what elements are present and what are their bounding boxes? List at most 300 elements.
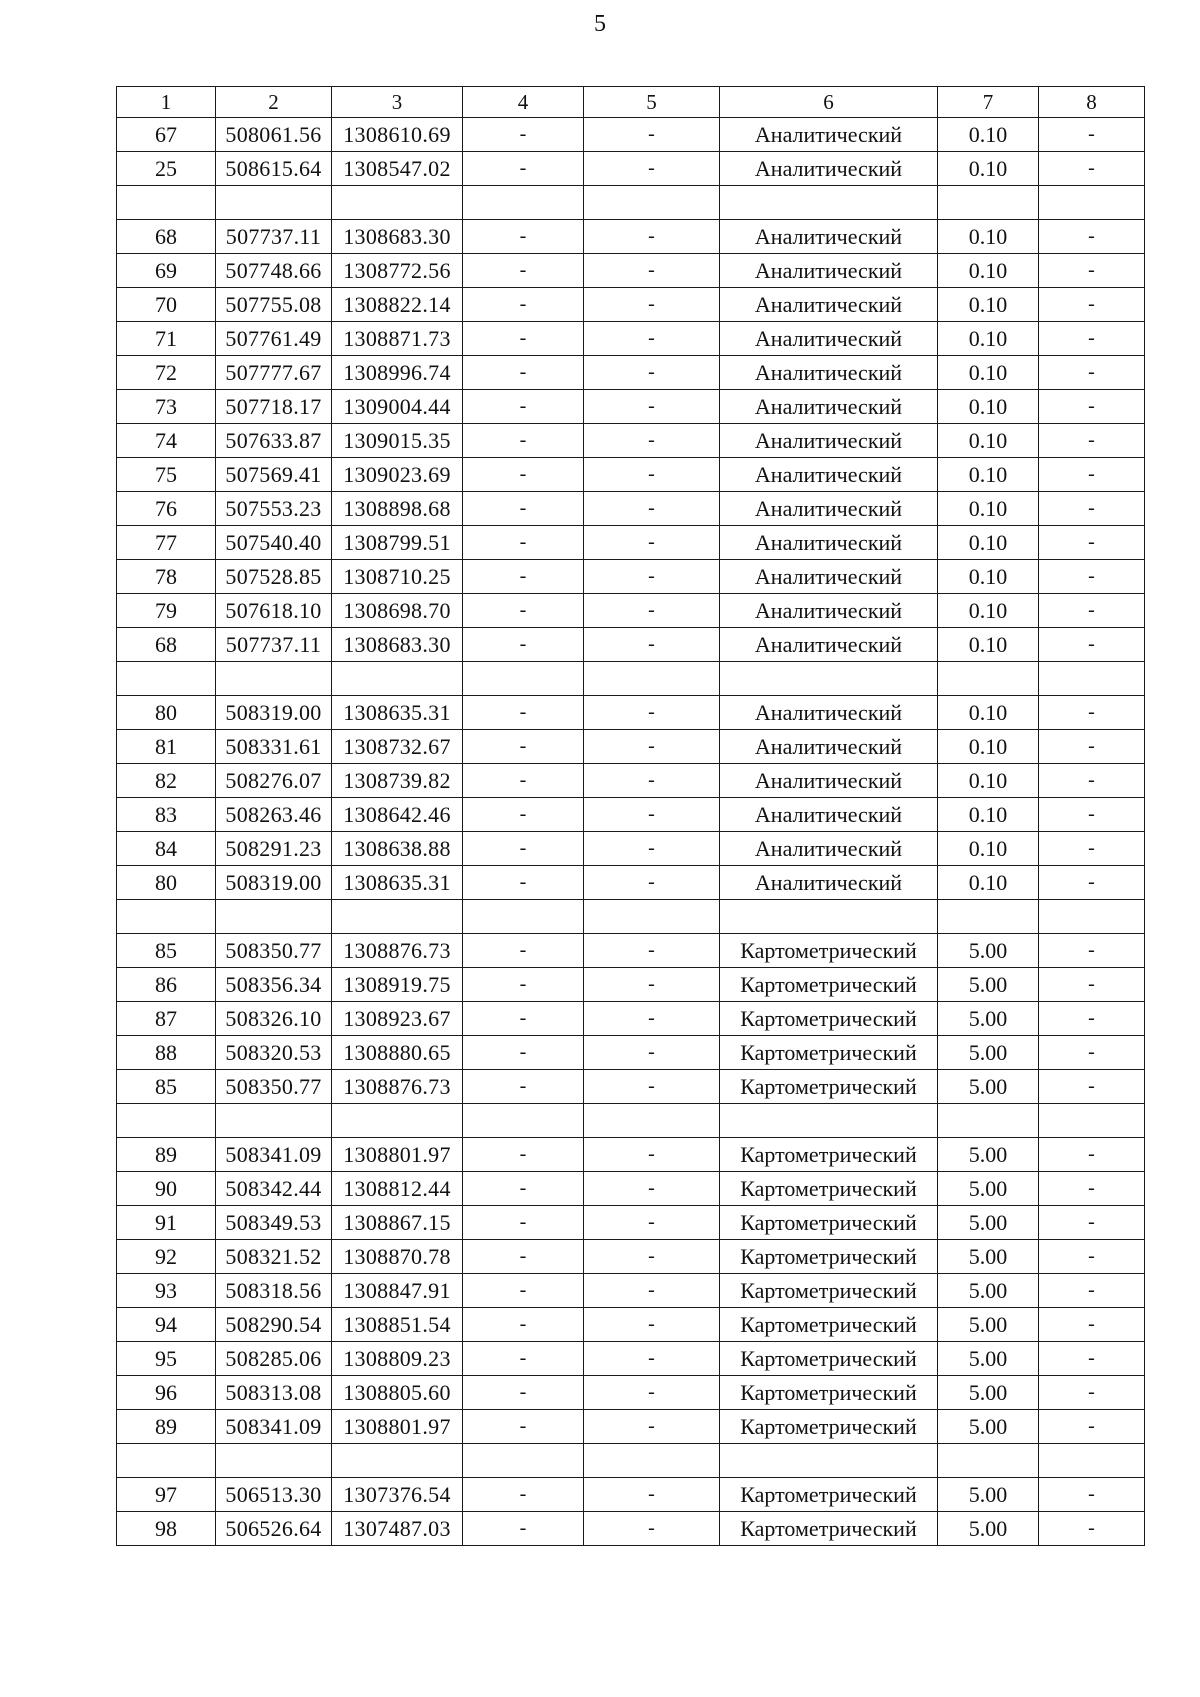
- cell-method: Картометрический: [720, 1138, 938, 1172]
- cell-col-4: -: [463, 1240, 584, 1274]
- cell-coord-y: 1309023.69: [332, 458, 463, 492]
- cell-col-5: -: [584, 866, 720, 900]
- cell-accuracy: 0.10: [938, 730, 1039, 764]
- cell-coord-x: 508356.34: [216, 968, 332, 1002]
- cell-method: Аналитический: [720, 730, 938, 764]
- cell-coord-x: 507569.41: [216, 458, 332, 492]
- cell-col-8: -: [1039, 1138, 1145, 1172]
- cell-coord-x: 507553.23: [216, 492, 332, 526]
- cell-method: Аналитический: [720, 152, 938, 186]
- cell-col-5: -: [584, 1138, 720, 1172]
- cell-col-4: -: [463, 1036, 584, 1070]
- cell-col-5: -: [584, 118, 720, 152]
- cell-coord-x: 508313.08: [216, 1376, 332, 1410]
- cell-col-5: -: [584, 934, 720, 968]
- cell-col-8: -: [1039, 1036, 1145, 1070]
- cell-point-number: 85: [117, 1070, 216, 1104]
- cell-col-8: -: [1039, 594, 1145, 628]
- cell-coord-y: 1308642.46: [332, 798, 463, 832]
- cell-coord-x: 507777.67: [216, 356, 332, 390]
- cell-coord-y: 1308638.88: [332, 832, 463, 866]
- cell-point-number: 83: [117, 798, 216, 832]
- cell-col-5: -: [584, 560, 720, 594]
- cell-coord-x: 507761.49: [216, 322, 332, 356]
- table-row: [117, 560, 1145, 594]
- header-col-8: 8: [1039, 87, 1145, 118]
- cell-coord-x: 508615.64: [216, 152, 332, 186]
- cell-col-4: -: [463, 424, 584, 458]
- cell-col-8: -: [1039, 1274, 1145, 1308]
- table-row: [117, 526, 1145, 560]
- cell-col-5: -: [584, 594, 720, 628]
- cell-coord-x: 508341.09: [216, 1138, 332, 1172]
- table-row: [117, 1036, 1145, 1070]
- cell-coord-y: 1308876.73: [332, 1070, 463, 1104]
- cell-point-number: [117, 1104, 216, 1138]
- cell-col-8: -: [1039, 628, 1145, 662]
- table-row: [117, 1070, 1145, 1104]
- cell-coord-x: 508291.23: [216, 832, 332, 866]
- table-row: [117, 1308, 1145, 1342]
- cell-method: Картометрический: [720, 1308, 938, 1342]
- cell-accuracy: 0.10: [938, 390, 1039, 424]
- cell-col-4: -: [463, 152, 584, 186]
- table-row: [117, 390, 1145, 424]
- cell-method: Аналитический: [720, 832, 938, 866]
- cell-col-8: [1039, 1444, 1145, 1478]
- cell-point-number: 25: [117, 152, 216, 186]
- cell-col-5: -: [584, 1002, 720, 1036]
- cell-col-5: -: [584, 832, 720, 866]
- table-header: [117, 87, 1145, 118]
- cell-col-8: -: [1039, 322, 1145, 356]
- cell-col-5: -: [584, 526, 720, 560]
- page-number: 5: [594, 11, 606, 37]
- cell-method: Картометрический: [720, 1410, 938, 1444]
- cell-coord-x: 508276.07: [216, 764, 332, 798]
- cell-col-4: -: [463, 968, 584, 1002]
- cell-col-5: -: [584, 730, 720, 764]
- cell-col-4: [463, 1104, 584, 1138]
- cell-col-5: -: [584, 696, 720, 730]
- cell-point-number: [117, 900, 216, 934]
- cell-point-number: 75: [117, 458, 216, 492]
- cell-method: Картометрический: [720, 1342, 938, 1376]
- header-coord-y: 3: [332, 87, 463, 118]
- cell-col-4: -: [463, 1410, 584, 1444]
- cell-accuracy: 5.00: [938, 1274, 1039, 1308]
- cell-point-number: 80: [117, 866, 216, 900]
- table-row: [117, 322, 1145, 356]
- cell-method: Картометрический: [720, 1240, 938, 1274]
- cell-col-4: [463, 1444, 584, 1478]
- cell-col-4: -: [463, 764, 584, 798]
- table-row: [117, 254, 1145, 288]
- cell-coord-x: 508319.00: [216, 866, 332, 900]
- cell-col-4: -: [463, 1512, 584, 1546]
- cell-accuracy: 0.10: [938, 288, 1039, 322]
- cell-col-8: -: [1039, 458, 1145, 492]
- cell-col-8: -: [1039, 1070, 1145, 1104]
- cell-coord-x: 508341.09: [216, 1410, 332, 1444]
- cell-col-5: -: [584, 390, 720, 424]
- cell-point-number: [117, 186, 216, 220]
- cell-point-number: 97: [117, 1478, 216, 1512]
- cell-col-5: -: [584, 356, 720, 390]
- cell-coord-x: 508326.10: [216, 1002, 332, 1036]
- cell-accuracy: 5.00: [938, 1308, 1039, 1342]
- cell-accuracy: 0.10: [938, 560, 1039, 594]
- cell-coord-x: 508320.53: [216, 1036, 332, 1070]
- cell-col-5: -: [584, 254, 720, 288]
- cell-col-8: -: [1039, 1172, 1145, 1206]
- cell-method: Картометрический: [720, 1206, 938, 1240]
- header-row: [117, 87, 1145, 118]
- cell-col-4: -: [463, 254, 584, 288]
- table-row: [117, 764, 1145, 798]
- cell-col-4: -: [463, 322, 584, 356]
- cell-coord-y: 1308812.44: [332, 1172, 463, 1206]
- cell-col-5: [584, 186, 720, 220]
- cell-col-8: -: [1039, 118, 1145, 152]
- cell-col-4: -: [463, 1308, 584, 1342]
- cell-coord-y: [332, 1444, 463, 1478]
- cell-accuracy: 5.00: [938, 1206, 1039, 1240]
- cell-col-4: -: [463, 594, 584, 628]
- cell-coord-x: 507737.11: [216, 628, 332, 662]
- cell-accuracy: 0.10: [938, 322, 1039, 356]
- cell-method: Аналитический: [720, 458, 938, 492]
- cell-method: Аналитический: [720, 322, 938, 356]
- cell-col-4: -: [463, 390, 584, 424]
- cell-coord-y: 1308898.68: [332, 492, 463, 526]
- cell-col-8: -: [1039, 390, 1145, 424]
- cell-col-5: -: [584, 288, 720, 322]
- cell-point-number: 85: [117, 934, 216, 968]
- cell-coord-x: 508350.77: [216, 934, 332, 968]
- cell-point-number: 81: [117, 730, 216, 764]
- cell-col-5: -: [584, 628, 720, 662]
- table-row: [117, 1138, 1145, 1172]
- cell-method: Аналитический: [720, 764, 938, 798]
- cell-col-8: -: [1039, 492, 1145, 526]
- table-row: [117, 1410, 1145, 1444]
- cell-col-4: -: [463, 1478, 584, 1512]
- cell-point-number: 78: [117, 560, 216, 594]
- cell-col-8: -: [1039, 730, 1145, 764]
- cell-col-4: -: [463, 798, 584, 832]
- cell-col-5: -: [584, 492, 720, 526]
- header-col-5: 5: [584, 87, 720, 118]
- cell-col-5: -: [584, 1274, 720, 1308]
- cell-method: Картометрический: [720, 1376, 938, 1410]
- cell-coord-x: 507633.87: [216, 424, 332, 458]
- cell-col-5: -: [584, 968, 720, 1002]
- cell-coord-y: 1308772.56: [332, 254, 463, 288]
- cell-point-number: 68: [117, 628, 216, 662]
- cell-col-5: -: [584, 1308, 720, 1342]
- cell-point-number: 68: [117, 220, 216, 254]
- cell-col-5: -: [584, 1172, 720, 1206]
- cell-point-number: 82: [117, 764, 216, 798]
- cell-method: Картометрический: [720, 934, 938, 968]
- cell-coord-y: 1308683.30: [332, 628, 463, 662]
- cell-col-5: -: [584, 1342, 720, 1376]
- cell-point-number: 94: [117, 1308, 216, 1342]
- table-row: [117, 968, 1145, 1002]
- cell-coord-y: 1308919.75: [332, 968, 463, 1002]
- cell-accuracy: 5.00: [938, 1070, 1039, 1104]
- cell-col-4: -: [463, 628, 584, 662]
- cell-accuracy: 0.10: [938, 356, 1039, 390]
- cell-col-8: -: [1039, 254, 1145, 288]
- cell-col-4: -: [463, 730, 584, 764]
- cell-method: Аналитический: [720, 118, 938, 152]
- cell-coord-y: [332, 662, 463, 696]
- cell-coord-y: 1308923.67: [332, 1002, 463, 1036]
- cell-col-5: -: [584, 1410, 720, 1444]
- cell-col-5: -: [584, 1036, 720, 1070]
- table-row: [117, 628, 1145, 662]
- cell-method: Картометрический: [720, 1478, 938, 1512]
- cell-accuracy: 5.00: [938, 934, 1039, 968]
- cell-col-8: -: [1039, 934, 1145, 968]
- cell-accuracy: 0.10: [938, 254, 1039, 288]
- cell-col-8: -: [1039, 152, 1145, 186]
- cell-coord-y: 1308809.23: [332, 1342, 463, 1376]
- cell-coord-x: 506513.30: [216, 1478, 332, 1512]
- cell-coord-x: 508318.56: [216, 1274, 332, 1308]
- cell-accuracy: [938, 186, 1039, 220]
- cell-col-5: -: [584, 798, 720, 832]
- cell-col-4: -: [463, 1172, 584, 1206]
- cell-accuracy: 5.00: [938, 1036, 1039, 1070]
- cell-point-number: [117, 1444, 216, 1478]
- cell-col-8: -: [1039, 560, 1145, 594]
- table-row: [117, 1376, 1145, 1410]
- cell-col-4: -: [463, 934, 584, 968]
- cell-coord-x: 507718.17: [216, 390, 332, 424]
- separator-row: [117, 1444, 1145, 1478]
- cell-col-4: -: [463, 458, 584, 492]
- cell-coord-y: 1308996.74: [332, 356, 463, 390]
- table-row: [117, 594, 1145, 628]
- cell-col-5: -: [584, 458, 720, 492]
- cell-point-number: 86: [117, 968, 216, 1002]
- cell-coord-x: 508285.06: [216, 1342, 332, 1376]
- cell-point-number: 69: [117, 254, 216, 288]
- cell-method: Аналитический: [720, 866, 938, 900]
- cell-coord-x: 508263.46: [216, 798, 332, 832]
- table-row: [117, 1172, 1145, 1206]
- cell-coord-y: 1308822.14: [332, 288, 463, 322]
- table-row: [117, 356, 1145, 390]
- cell-coord-y: 1308732.67: [332, 730, 463, 764]
- cell-accuracy: [938, 662, 1039, 696]
- cell-method: Картометрический: [720, 1172, 938, 1206]
- cell-col-4: -: [463, 1274, 584, 1308]
- cell-coord-x: 508321.52: [216, 1240, 332, 1274]
- cell-accuracy: 0.10: [938, 628, 1039, 662]
- cell-method: Аналитический: [720, 696, 938, 730]
- cell-method: Аналитический: [720, 560, 938, 594]
- table-row: [117, 1240, 1145, 1274]
- cell-col-5: -: [584, 220, 720, 254]
- cell-method: Аналитический: [720, 254, 938, 288]
- coordinates-table: [116, 86, 1145, 1546]
- cell-coord-y: 1308880.65: [332, 1036, 463, 1070]
- table-row: [117, 458, 1145, 492]
- cell-col-4: -: [463, 118, 584, 152]
- cell-col-5: -: [584, 424, 720, 458]
- table-row: [117, 152, 1145, 186]
- cell-point-number: 98: [117, 1512, 216, 1546]
- cell-point-number: 89: [117, 1138, 216, 1172]
- cell-coord-y: [332, 900, 463, 934]
- table-row: [117, 832, 1145, 866]
- cell-point-number: 77: [117, 526, 216, 560]
- cell-point-number: 93: [117, 1274, 216, 1308]
- cell-accuracy: 0.10: [938, 424, 1039, 458]
- cell-accuracy: 5.00: [938, 1376, 1039, 1410]
- cell-point-number: 74: [117, 424, 216, 458]
- cell-method: Картометрический: [720, 1002, 938, 1036]
- cell-coord-y: 1308805.60: [332, 1376, 463, 1410]
- cell-point-number: 89: [117, 1410, 216, 1444]
- cell-accuracy: 0.10: [938, 152, 1039, 186]
- cell-method: Картометрический: [720, 1036, 938, 1070]
- cell-col-4: [463, 186, 584, 220]
- cell-coord-y: 1308698.70: [332, 594, 463, 628]
- cell-coord-x: 508349.53: [216, 1206, 332, 1240]
- cell-method: Картометрический: [720, 1274, 938, 1308]
- cell-col-8: -: [1039, 866, 1145, 900]
- cell-accuracy: 0.10: [938, 764, 1039, 798]
- header-method: 6: [720, 87, 938, 118]
- cell-col-4: -: [463, 1206, 584, 1240]
- cell-col-8: -: [1039, 424, 1145, 458]
- cell-coord-y: 1308610.69: [332, 118, 463, 152]
- cell-point-number: 84: [117, 832, 216, 866]
- cell-coord-y: 1308876.73: [332, 934, 463, 968]
- cell-coord-x: 507748.66: [216, 254, 332, 288]
- cell-accuracy: 5.00: [938, 1512, 1039, 1546]
- cell-col-4: -: [463, 866, 584, 900]
- cell-coord-x: 507528.85: [216, 560, 332, 594]
- cell-coord-y: 1308635.31: [332, 696, 463, 730]
- cell-accuracy: 0.10: [938, 526, 1039, 560]
- table-row: [117, 934, 1145, 968]
- header-accuracy: 7: [938, 87, 1039, 118]
- cell-method: Аналитический: [720, 526, 938, 560]
- table-row: [117, 866, 1145, 900]
- cell-coord-y: 1308867.15: [332, 1206, 463, 1240]
- cell-col-4: -: [463, 832, 584, 866]
- cell-col-5: [584, 900, 720, 934]
- cell-coord-y: 1308871.73: [332, 322, 463, 356]
- cell-col-8: -: [1039, 526, 1145, 560]
- cell-col-8: -: [1039, 832, 1145, 866]
- cell-coord-y: 1308635.31: [332, 866, 463, 900]
- cell-coord-y: [332, 1104, 463, 1138]
- cell-coord-x: 507540.40: [216, 526, 332, 560]
- cell-accuracy: 0.10: [938, 866, 1039, 900]
- cell-col-4: -: [463, 696, 584, 730]
- cell-col-8: -: [1039, 220, 1145, 254]
- cell-method: Аналитический: [720, 424, 938, 458]
- cell-coord-x: [216, 1444, 332, 1478]
- cell-accuracy: 0.10: [938, 220, 1039, 254]
- cell-accuracy: 0.10: [938, 696, 1039, 730]
- cell-point-number: 79: [117, 594, 216, 628]
- cell-coord-x: 508350.77: [216, 1070, 332, 1104]
- cell-col-5: [584, 662, 720, 696]
- cell-coord-y: 1308851.54: [332, 1308, 463, 1342]
- cell-col-5: -: [584, 764, 720, 798]
- cell-coord-x: 507755.08: [216, 288, 332, 322]
- cell-method: Аналитический: [720, 220, 938, 254]
- cell-accuracy: 5.00: [938, 1240, 1039, 1274]
- separator-row: [117, 1104, 1145, 1138]
- table-row: [117, 1002, 1145, 1036]
- cell-col-4: -: [463, 1138, 584, 1172]
- separator-row: [117, 186, 1145, 220]
- table-row: [117, 1512, 1145, 1546]
- cell-method: Аналитический: [720, 390, 938, 424]
- cell-point-number: 76: [117, 492, 216, 526]
- cell-col-4: -: [463, 1376, 584, 1410]
- table-row: [117, 730, 1145, 764]
- table-row: [117, 1274, 1145, 1308]
- table-body: [117, 118, 1145, 1546]
- cell-method: Аналитический: [720, 628, 938, 662]
- cell-col-8: -: [1039, 1206, 1145, 1240]
- table-row: [117, 424, 1145, 458]
- cell-col-5: -: [584, 322, 720, 356]
- cell-point-number: [117, 662, 216, 696]
- table-row: [117, 1342, 1145, 1376]
- cell-coord-y: 1308799.51: [332, 526, 463, 560]
- cell-coord-y: 1308739.82: [332, 764, 463, 798]
- cell-coord-x: 506526.64: [216, 1512, 332, 1546]
- cell-accuracy: 0.10: [938, 832, 1039, 866]
- cell-col-5: [584, 1444, 720, 1478]
- cell-col-8: -: [1039, 356, 1145, 390]
- cell-col-5: -: [584, 152, 720, 186]
- cell-accuracy: 0.10: [938, 798, 1039, 832]
- cell-method: Картометрический: [720, 1070, 938, 1104]
- table-row: [117, 492, 1145, 526]
- cell-col-4: -: [463, 492, 584, 526]
- cell-method: Картометрический: [720, 968, 938, 1002]
- cell-point-number: 71: [117, 322, 216, 356]
- header-point-number: 1: [117, 87, 216, 118]
- cell-col-8: -: [1039, 1512, 1145, 1546]
- cell-col-8: -: [1039, 1002, 1145, 1036]
- cell-col-5: [584, 1104, 720, 1138]
- cell-method: Аналитический: [720, 492, 938, 526]
- cell-method: [720, 1444, 938, 1478]
- cell-accuracy: 0.10: [938, 492, 1039, 526]
- cell-col-5: -: [584, 1478, 720, 1512]
- cell-col-8: -: [1039, 1478, 1145, 1512]
- table-row: [117, 798, 1145, 832]
- cell-accuracy: 5.00: [938, 1172, 1039, 1206]
- table-row: [117, 696, 1145, 730]
- cell-point-number: 90: [117, 1172, 216, 1206]
- cell-coord-y: 1308683.30: [332, 220, 463, 254]
- cell-point-number: 88: [117, 1036, 216, 1070]
